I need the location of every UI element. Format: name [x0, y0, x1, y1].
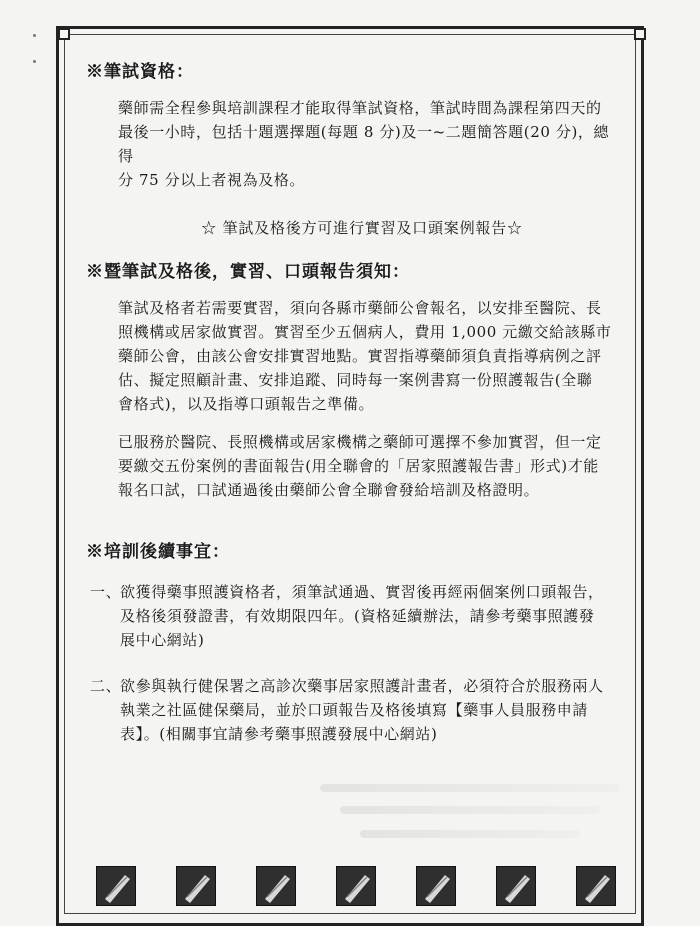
border-corner-ornament	[634, 28, 646, 40]
practice-paragraph-1	[118, 296, 616, 416]
text-line: 要繳交五份案例的書面報告(用全聯會的「居家照護報告書」形式)才能	[118, 457, 599, 475]
scroll-ornament-icon	[176, 866, 216, 906]
center-note: ☆ 筆試及格後方可進行實習及口頭案例報告☆	[201, 219, 523, 237]
text-line: 藥師公會，由該公會安排實習地點。實習指導藥師須負責指導病例之評	[118, 347, 602, 365]
text-line: 估、擬定照顧計畫、安排追蹤、同時每一案例書寫一份照護報告(全聯	[118, 371, 593, 389]
text-line: 欲獲得藥事照護資格者，須筆試通過、實習後再經兩個案例口頭報告，	[120, 583, 604, 601]
text-line: 照機構或居家做實習。實習至少五個病人，費用 1,000 元繳交給該縣市	[118, 323, 612, 341]
followup-heading: ※培訓後續事宜：	[86, 542, 230, 562]
scroll-ornament-icon	[576, 866, 616, 906]
scroll-ornament-icon	[416, 866, 456, 906]
text-line: 藥師需全程參與培訓課程才能取得筆試資格，筆試時間為課程第四天的	[118, 99, 602, 117]
text-line: 報名口試，口試通過後由藥師公會全聯會發給培訓及格證明。	[118, 481, 540, 499]
text-line: 最後一小時，包括十題選擇題(每題 8 分)及一~二題簡答題(20 分)，總得	[118, 123, 610, 165]
scroll-ornament-icon	[336, 866, 376, 906]
exam-qualification-heading: ※筆試資格：	[86, 62, 194, 82]
border-corner-ornament	[58, 28, 70, 40]
text-line: 欲參與執行健保署之高診次藥事居家照護計畫者，必須符合於服務兩人	[120, 677, 604, 695]
text-line: 及格後須發證書，有效期限四年。(資格延續辦法，請參考藥事照護發	[120, 607, 595, 625]
scan-speck	[33, 34, 36, 37]
item-number: 一、	[90, 583, 122, 601]
bleed-through-mark	[320, 784, 620, 792]
text-line: 筆試及格者若需要實習，須向各縣市藥師公會報名，以安排至醫院、長	[118, 299, 602, 317]
scan-speck	[33, 60, 36, 63]
text-line: 展中心網站)	[120, 631, 205, 649]
document-body	[86, 60, 626, 746]
item-text	[120, 580, 626, 652]
bleed-through-mark	[340, 806, 600, 814]
scroll-ornament-icon	[96, 866, 136, 906]
scroll-ornament-icon	[496, 866, 536, 906]
text-line: 會格式)，以及指導口頭報告之準備。	[118, 395, 375, 413]
text-line: 已服務於醫院、長照機構或居家機構之藥師可選擇不參加實習，但一定	[118, 433, 602, 451]
item-number: 二、	[90, 677, 122, 695]
item-text	[120, 674, 626, 746]
exam-qualification-text	[118, 96, 616, 192]
practice-heading: ※暨筆試及格後，實習、口頭報告須知：	[86, 262, 410, 282]
text-line: 分 75 分以上者視為及格。	[118, 171, 306, 189]
text-line: 執業之社區健保藥局，並於口頭報告及格後填寫【藥事人員服務申請	[120, 701, 589, 719]
scroll-ornament-icon	[256, 866, 296, 906]
practice-paragraph-2	[118, 430, 616, 502]
followup-item-1	[90, 580, 626, 652]
bleed-through-mark	[360, 830, 580, 838]
text-line: 表】。(相關事宜請參考藥事照護發展中心網站)	[120, 725, 438, 743]
followup-item-2	[90, 674, 626, 746]
